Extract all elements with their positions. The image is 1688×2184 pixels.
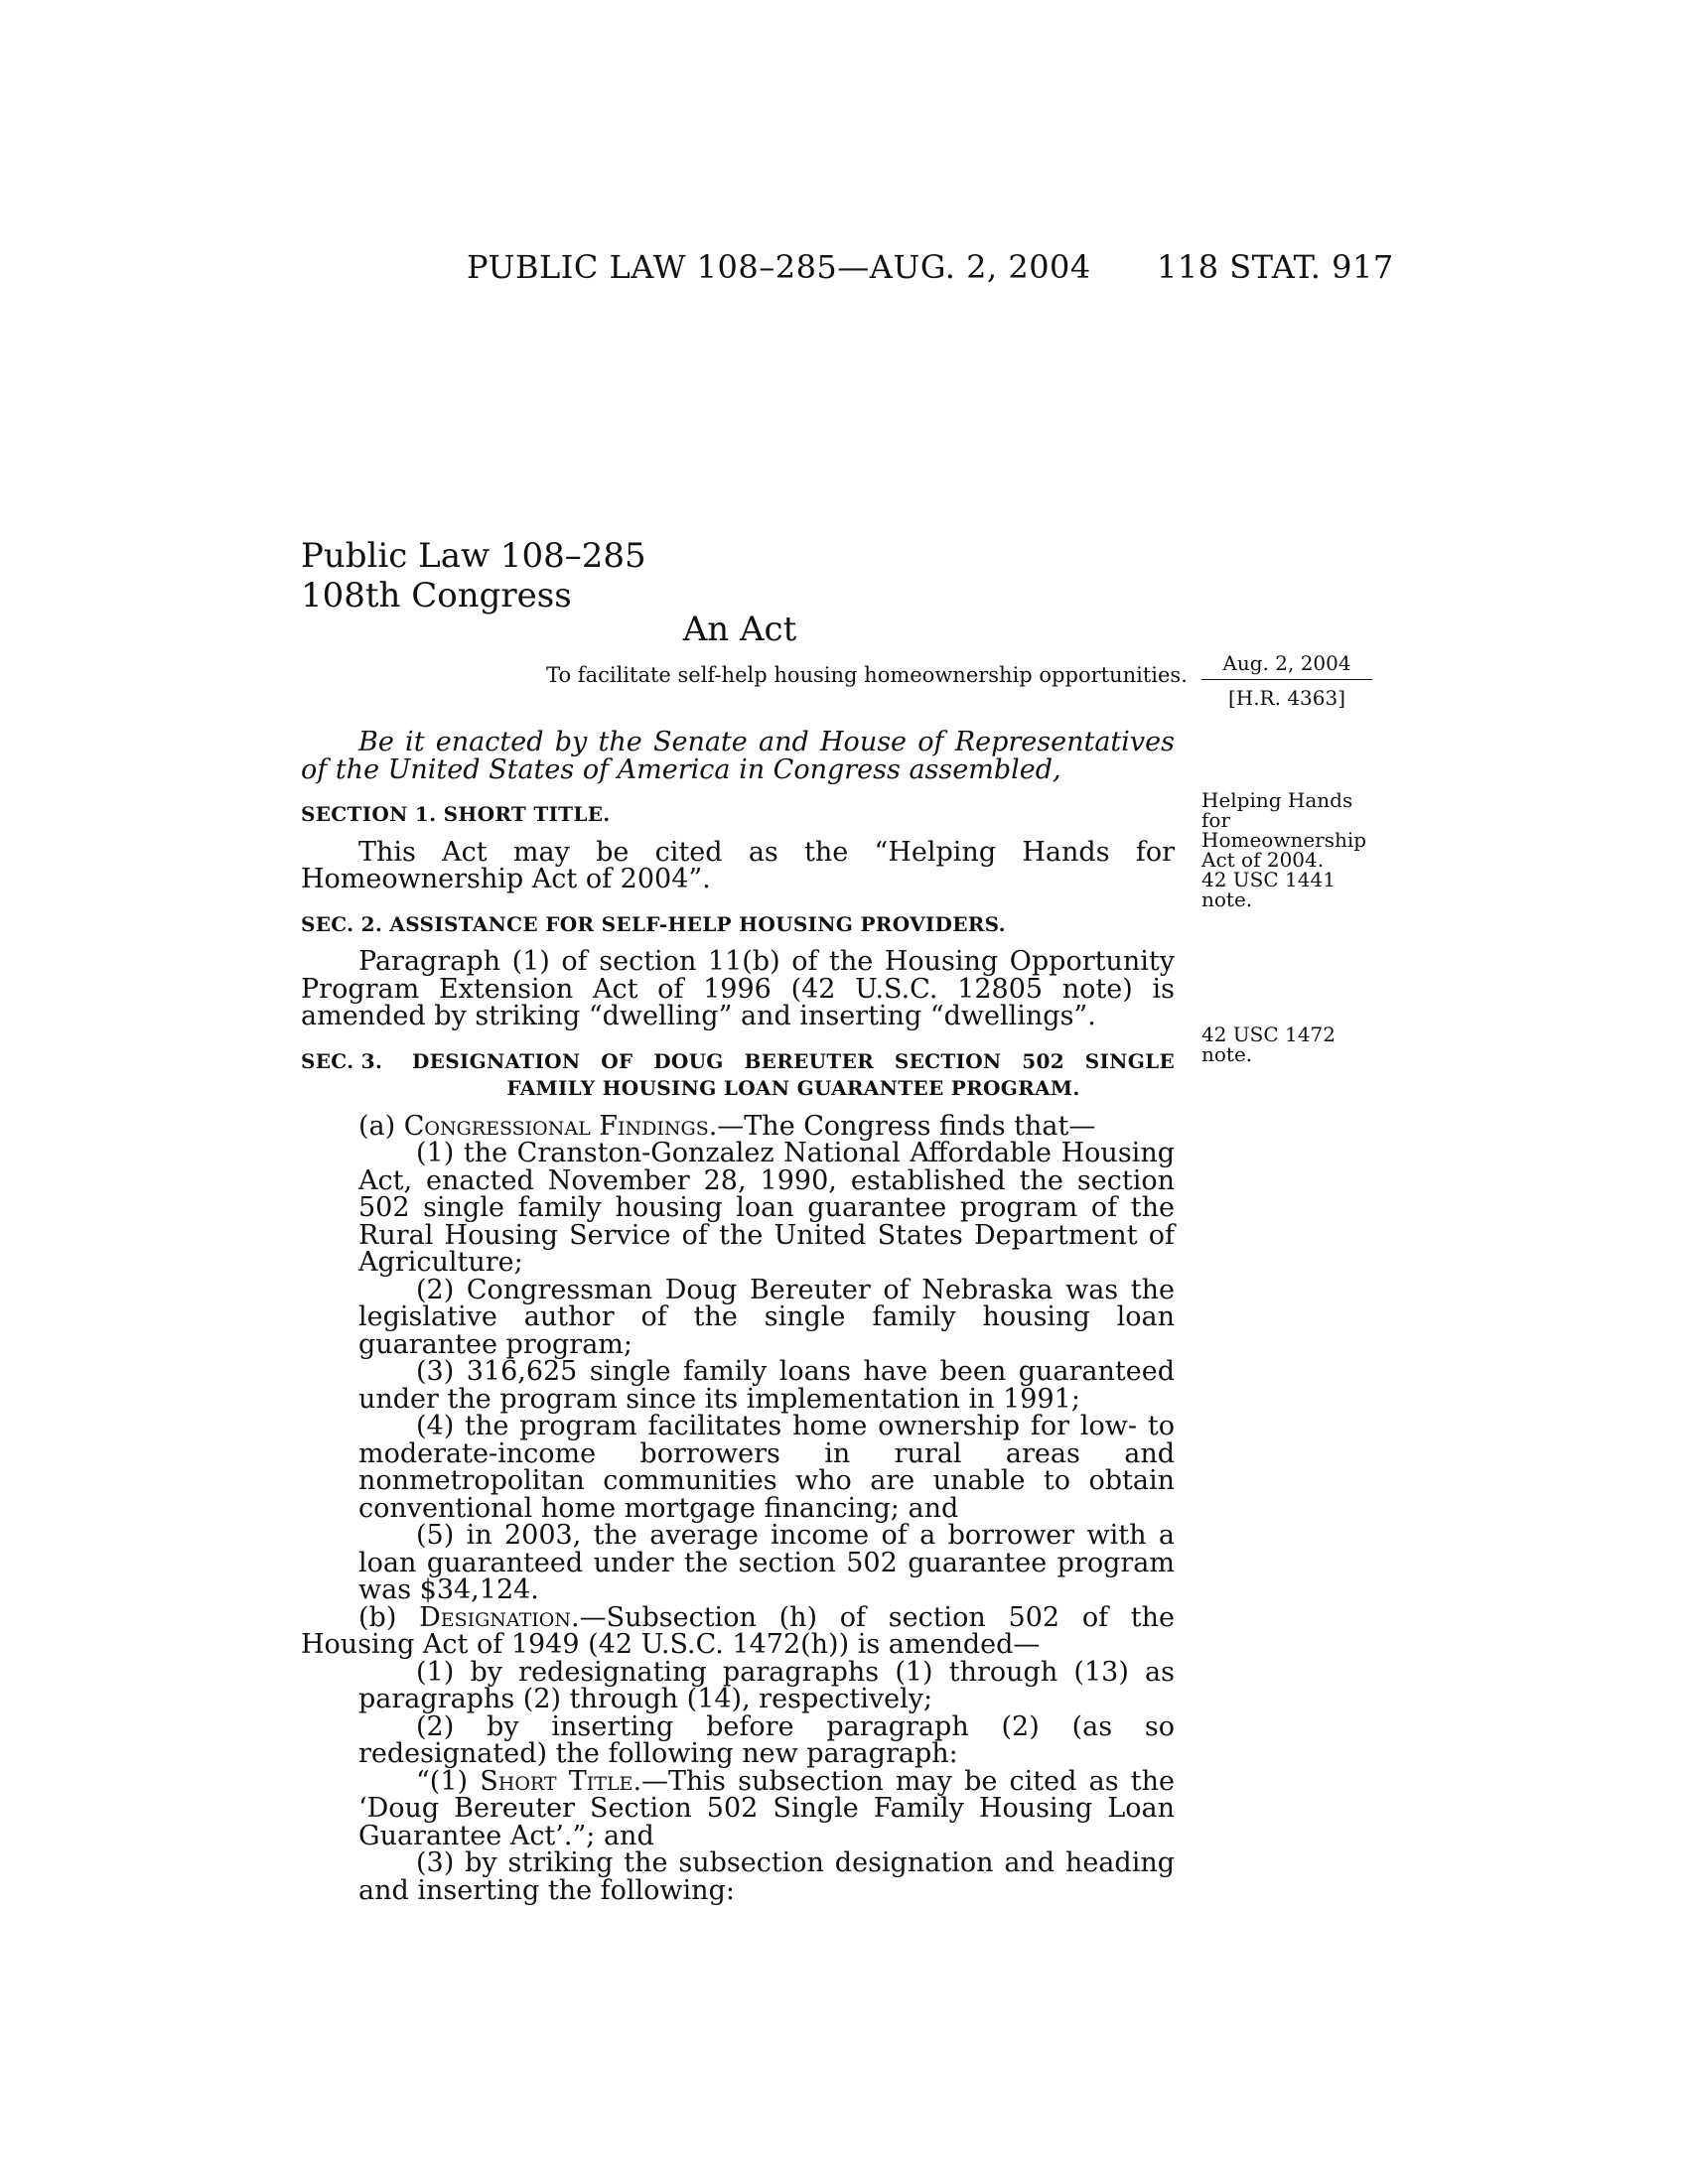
law-identification bbox=[301, 536, 646, 615]
page-reference: 118 STAT. 917 bbox=[1157, 248, 1394, 286]
margin-note-line: note. bbox=[1201, 1042, 1253, 1066]
running-title: PUBLIC LAW 108–285—AUG. 2, 2004 bbox=[467, 248, 1091, 286]
finding-item: (3) 316,625 single family loans have been guaranteed under the program since its implementation in 1991; bbox=[358, 1356, 1175, 1415]
finding-item: (1) the Cranston-Gonzalez National Affordable Housing Act, enacted November 28, 1990, established the section 502 single family housing loan guarantee program of the Rural Housing Service of the United States Department of Agriculture; bbox=[358, 1138, 1175, 1278]
subsection-a-intro bbox=[301, 1110, 1175, 1142]
amendment-item: (3) by striking the subsection designation and heading and inserting the following: bbox=[358, 1847, 1175, 1906]
margin-note-line: Homeownership bbox=[1201, 828, 1367, 852]
finding-item: (4) the program facilitates home ownership for low- to moderate-income borrowers in rural areas and nonmetropolitan communities who are unable to obtain conventional home mortgage financing; and bbox=[358, 1411, 1175, 1524]
law-number: Public Law 108–285 bbox=[301, 536, 646, 576]
subsection-b-heading: Designation bbox=[419, 1601, 571, 1633]
act-purpose: To facilitate self-help housing homeownership opportunities. bbox=[546, 663, 1188, 687]
section-2-text: Paragraph (1) of section 11(b) of the Housing Opportunity Program Extension Act of 1996 (42 U.S.C. 12805 note) is amended by striking “dwelling” and inserting “dwellings”. bbox=[301, 946, 1175, 1031]
margin-note-line: note. bbox=[1201, 887, 1253, 911]
margin-note-line: 42 USC 1441 bbox=[1201, 868, 1336, 891]
quoted-paragraph-heading: Short Title bbox=[480, 1765, 633, 1797]
margin-note-line: 42 USC 1472 bbox=[1201, 1023, 1336, 1046]
section-1-text: This Act may be cited as the “Helping Hands for Homeownership Act of 2004”. bbox=[301, 836, 1175, 894]
subsection-a-label: (a) bbox=[358, 1110, 404, 1142]
enacting-clause: Be it enacted by the Senate and House of Representatives of the United States of America in Congress assembled, bbox=[301, 727, 1175, 785]
amendment-item: (1) by redesignating paragraphs (1) through (13) as paragraphs (2) through (14), respectively; bbox=[358, 1656, 1175, 1714]
margin-rule bbox=[1201, 679, 1372, 680]
subsection-b-lead: .—Subsection (h) of section 502 of the Housing Act of 1949 (42 U.S.C. 1472(h)) is amended— bbox=[301, 1601, 1176, 1660]
subsection-b-intro bbox=[301, 1601, 1176, 1660]
margin-note-line: Act of 2004. bbox=[1201, 848, 1325, 872]
subsection-a-lead: .—The Congress finds that— bbox=[708, 1110, 1096, 1142]
margin-note-line: for bbox=[1201, 808, 1231, 832]
congress-number: 108th Congress bbox=[301, 576, 572, 615]
quoted-paragraph-label: “(1) bbox=[416, 1765, 481, 1797]
quoted-paragraph bbox=[301, 1765, 1176, 1851]
section-3-label: SEC. 3. bbox=[301, 1048, 383, 1073]
document-body bbox=[301, 689, 1175, 1904]
section-3-title: DESIGNATION OF DOUG BEREUTER SECTION 502 SINGLE FAMILY HOUSING LOAN GUARANTEE PROGRAM. bbox=[412, 1048, 1175, 1100]
section-1-heading: SECTION 1. SHORT TITLE. bbox=[301, 802, 611, 826]
enactment-date: Aug. 2, 2004 bbox=[1222, 651, 1351, 675]
act-title: An Act bbox=[682, 610, 797, 649]
quoted-paragraph-text: .—This subsection may be cited as the ‘Doug Bereuter Section 502 Single Family Housing Loan Guarantee Act’.”; and bbox=[358, 1765, 1176, 1851]
amendment-item: (2) by inserting before paragraph (2) (as so redesignated) the following new paragraph: bbox=[358, 1710, 1175, 1769]
section-3-heading bbox=[301, 1048, 1175, 1103]
finding-item: (2) Congressman Doug Bereuter of Nebraska was the legislative author of the single family housing loan guarantee program; bbox=[358, 1274, 1175, 1360]
margin-note-short-title bbox=[1201, 790, 1370, 909]
section-2-heading: SEC. 2. ASSISTANCE FOR SELF-HELP HOUSING PROVIDERS. bbox=[301, 911, 1006, 936]
bill-number: [H.R. 4363] bbox=[1227, 686, 1346, 710]
finding-item: (5) in 2003, the average income of a borrower with a loan guaranteed under the section 502 guarantee program was $34,124. bbox=[358, 1520, 1175, 1605]
subsection-b-label: (b) bbox=[358, 1601, 420, 1633]
margin-note-line: Helping Hands bbox=[1201, 788, 1353, 812]
enactment-date-box bbox=[1201, 651, 1372, 710]
subsection-a-heading: Congressional Findings bbox=[403, 1110, 709, 1142]
margin-note-section-3 bbox=[1201, 1024, 1370, 1064]
